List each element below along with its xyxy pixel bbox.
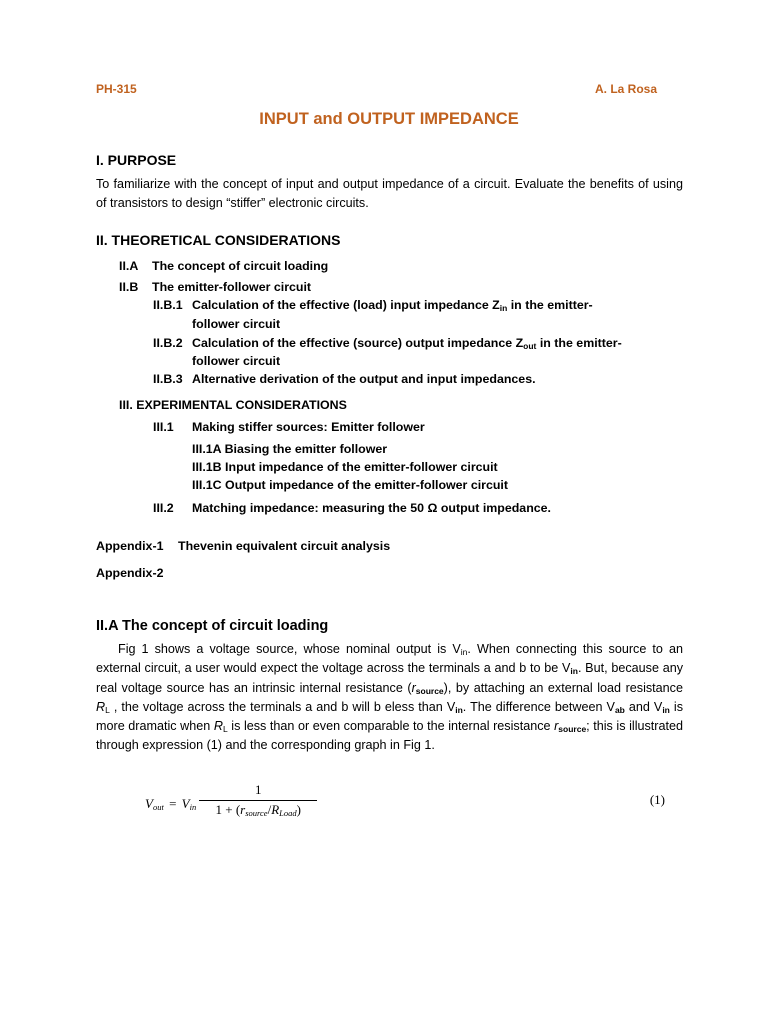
toc-iib2-cont: follower circuit [192,354,281,368]
toc-iii1b: III.1B Input impedance of the emitter-follower circuit [192,460,498,474]
section-iia-paragraph: Fig 1 shows a voltage source, whose nominal output is $V_{in}$. When connecting this source to an external circuit, a user would expect the voltage across the terminals a and b to be $V_{in}$. But, because any real voltage source has an intrinsic internal resistance $(r_{source})$, by attaching an external load resistance $R_L$ , the voltage across the terminals a and b will b eless than $V_{in}$. The difference between $V_{ab}$ and $V_{in}$ is more dramatic when $R_L$ is less than or even comparable to the internal resistance $r_{source}$; this is illustrated through expression (1) and the corresponding graph in Fig 1. [96,642,684,753]
purpose-text: To familiarize with the concept of input and output impedance of a circuit. Evaluate the benefits of using of transistors to design “stiffer” electronic circuits. [96,177,683,211]
appendix-2: Appendix-2 [96,566,164,580]
toc-iii1c: III.1C Output impedance of the emitter-follower circuit [192,478,508,492]
toc-iib2: II.B.2 Calculation of the effective (source) output impedance $Z_{out}$ in the emitter- [153,336,622,351]
purpose-heading: I. PURPOSE [96,152,177,168]
equation-lhs: $V_{out} = V_{in}$ [145,796,197,812]
experimental-heading: III. EXPERIMENTAL CONSIDERATIONS [119,398,347,412]
toc-iib1-cont: follower circuit [192,317,281,331]
author-name: A. La Rosa [594,82,657,96]
course-code: PH-315 [96,82,137,96]
document-title: INPUT and OUTPUT IMPEDANCE [259,110,519,128]
toc-iii1: III.1 Making stiffer sources: Emitter follower [153,420,425,434]
toc-iia: II.A The concept of circuit loading [119,259,329,273]
equation-fraction [199,782,317,818]
toc-iib1: II.B.1 Calculation of the effective (load) input impedance $Z_{in}$ in the emitter- [153,298,593,313]
equation-1 [145,782,317,818]
toc-iii2: III.2 Matching impedance: measuring the 50 Ω output impedance. [153,501,551,515]
toc-iib3: II.B.3 Alternative derivation of the output and input impedances. [153,372,536,386]
equation-numerator: 1 [255,782,262,797]
toc-iib: II.B The emitter-follower circuit [119,280,312,294]
equation-denominator: $1 + (r_{source}/R_{Load})$ [215,802,301,818]
toc-iii1a: III.1A Biasing the emitter follower [192,442,388,456]
theory-heading: II. THEORETICAL CONSIDERATIONS [96,232,341,248]
section-iia-heading: II.A The concept of circuit loading [96,618,329,634]
appendix-1: Appendix-1 Thevenin equivalent circuit analysis [96,539,391,553]
equation-number: (1) [649,792,665,807]
